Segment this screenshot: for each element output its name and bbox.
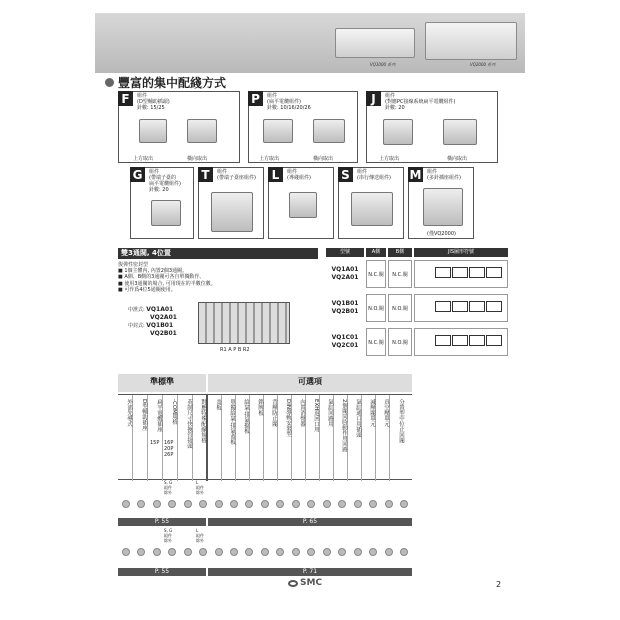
- card-l-kit: L 組件 (導綫組件): [268, 167, 334, 239]
- kit-image: [187, 119, 217, 143]
- kit-image: [151, 200, 181, 226]
- options-row-vq1000: [118, 492, 412, 516]
- vq1000-product-image: [335, 28, 415, 58]
- table-cell-b: N.O.閥: [388, 328, 412, 356]
- kit-image: [443, 119, 477, 145]
- jis-symbol-3: [414, 328, 508, 356]
- sub-label-l: L 組件 除外: [196, 528, 204, 543]
- sub-label-sg: S, G 組件 除外: [164, 528, 173, 543]
- page-ref-2[interactable]: P. 65: [208, 518, 412, 526]
- card-letter: P: [248, 91, 263, 106]
- page-number: 2: [496, 580, 502, 589]
- kit-image: [423, 188, 463, 226]
- page-ref-1[interactable]: P. 55: [118, 518, 206, 526]
- card-p-kit: P 組件 (扁平電纜組件) 針數: 10/16/20/26 上方取出 橫向取出: [248, 91, 358, 163]
- table-row-model: VQ1A01 VQ2A01: [331, 266, 359, 281]
- port-labels: R1 A P B R2: [220, 347, 250, 353]
- page-ref-3[interactable]: P. 55: [118, 568, 206, 576]
- sub-label-l: L 組件 除外: [196, 480, 204, 495]
- kit-image: [351, 192, 393, 226]
- page-ref-4[interactable]: P. 71: [208, 568, 412, 576]
- table-row-model: VQ1B01 VQ2B01: [331, 300, 359, 315]
- bullet-icon: [105, 78, 114, 87]
- kit-image: [211, 192, 253, 232]
- table-cell-a: N.C.閥: [366, 328, 386, 356]
- section-title-text: 豐富的集中配綫方式: [118, 76, 227, 90]
- card-j-kit: J 組件 (對應PC接線系統扁平電纜組件) 針數: 20 上方取出 橫向取出: [366, 91, 498, 163]
- kit-image: [139, 119, 167, 143]
- card-letter: L: [268, 167, 283, 182]
- jis-symbol-1: [414, 260, 508, 288]
- table-row-model: VQ1C01 VQ2C01: [331, 334, 359, 349]
- table-header-jis-symbol: JIS圖形符號: [414, 248, 508, 257]
- dual3-models: 中泄式: VQ1A01 VQ2A01 中封式: VQ1B01 VQ2B01: [128, 306, 177, 337]
- table-header-a-side: A側: [366, 248, 386, 257]
- kit-image: [313, 119, 345, 143]
- card-letter: T: [198, 167, 213, 182]
- caption-vq2000: VQ2000 系列: [470, 62, 496, 67]
- card-letter: F: [118, 91, 133, 106]
- pin-options: 15P: [150, 440, 160, 446]
- card-letter: J: [366, 91, 381, 106]
- kit-image: [263, 119, 293, 143]
- options-row-vq2000: [118, 540, 412, 564]
- card-letter: G: [130, 167, 145, 182]
- card-letter: S: [338, 167, 353, 182]
- optional-items-header: 可選項: [208, 374, 412, 392]
- table-cell-a: N.C.閥: [366, 260, 386, 288]
- kit-image: [383, 119, 413, 145]
- options-columns: 外部先導式 D型輔助插座 扁平電纜插座 -COM規格 英制尺寸快換管接頭 對應特殊配線規格 盖板 單獨給氣·排氣蓋板 給氣·排氣擋板 銘牌板 背壓防止閥 DIN導軌安裝型 內置消聲器 EXH返回口用 氣缸回路用 2個閥同時動作用回路 氣缸通口用插頭 減壓閥單元 真空壓單元 分置型中位止回閥: [118, 394, 412, 480]
- standard-options-header: 準標準: [118, 374, 206, 392]
- table-cell-b: N.C.閥: [388, 260, 412, 288]
- card-m-kit: M 組件 (多針插座組件) (僅VQ2000): [408, 167, 474, 239]
- card-s-kit: S 組件 (串行傳送組件): [338, 167, 404, 239]
- sub-label-sg: S, G 組件 除外: [164, 480, 173, 495]
- card-t-kit: T 組件 (帶端子臺座組件): [198, 167, 264, 239]
- table-header-model: 型號: [326, 248, 364, 257]
- kit-image: [289, 192, 317, 218]
- caption-vq1000: VQ1000 系列: [370, 62, 396, 67]
- smc-logo-icon: [288, 580, 298, 587]
- pin-options: 16P 20P 26P: [164, 440, 174, 458]
- valve-cross-section-diagram: [198, 302, 290, 344]
- card-f-kit: F 組件 (D型輔助插頭) 針數: 15/25 上方取出 橫向取出: [118, 91, 240, 163]
- vq2000-product-image: [425, 22, 517, 60]
- table-cell-b: N.O.閥: [388, 294, 412, 322]
- card-letter: M: [409, 167, 422, 182]
- table-header-b-side: B側: [388, 248, 412, 257]
- dual3-title: 雙3通閥, 4位置: [121, 249, 171, 257]
- dual3-description: 復彈性密封型 ■ 1個主體內, 內置2個3通閥。 ■ A側、B側的3通閥可各自單獨動作。 ■ 使用3通閥的場合, 可用現在的半數位數。 ■ 可作爲4位5通閥使用。: [118, 262, 216, 293]
- dual3-title-bar: [118, 248, 318, 259]
- card-g-kit: G 組件 (帶端子臺的 扁平電纜組件) 針數: 20: [130, 167, 194, 239]
- table-cell-a: N.O.閥: [366, 294, 386, 322]
- smc-logo: SMC: [288, 578, 322, 588]
- section-title: [105, 74, 226, 91]
- jis-symbol-2: [414, 294, 508, 322]
